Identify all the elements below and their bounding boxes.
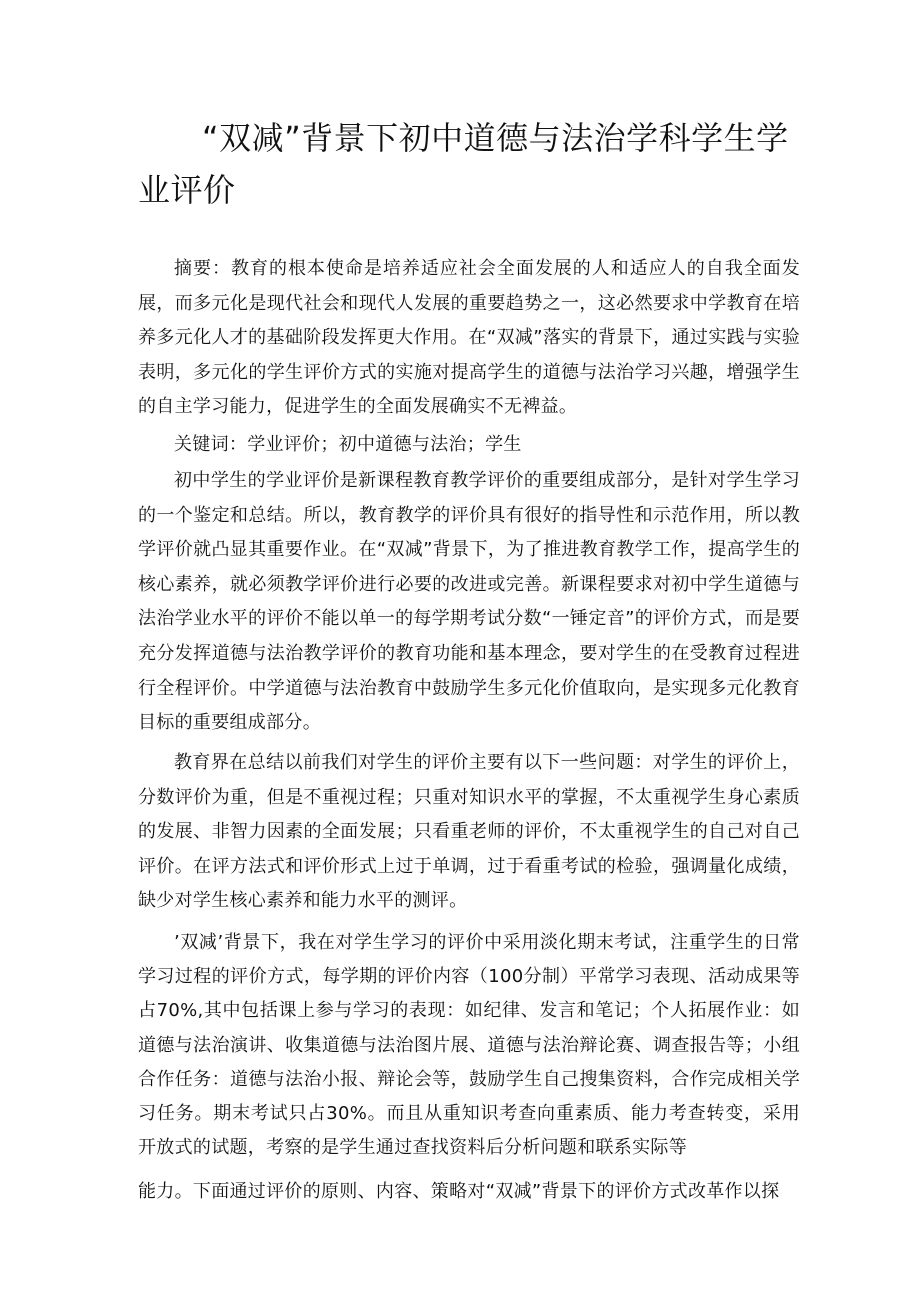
problems-paragraph: 教育界在总结以前我们对学生的评价主要有以下一些问题：对学生的评价上，分数评价为重，但是不重视过程；只重对知识水平的掌握，不太重视学生身心素质的发展、非智力因素的全面发展；只看重老师的评价，不太重视学生的自己对自己评价。在评方法式和评价形式上过于单调，过于看重考试的检验，强调量化成绩，缺少对学生核心素养和能力水平的测评。 — [138, 752, 800, 912]
continuation-line: 能力。下面通过评价的原则、内容、策略对“双减”背景下的评价方式改革作以探 — [138, 1181, 780, 1202]
abstract-paragraph: 摘要：教育的根本使命是培养适应社会全面发展的人和适应人的自我全面发展，而多元化是现代社会和现代人发展的重要趋势之一，这必然要求中学教育在培养多元化人才的基础阶段发挥更大作用。在“双减”落实的背景下，通过实践与实验表明，多元化的学生评价方式的实施对提高学生的道德与法治学习兴趣，增强学生的自主学习能力，促进学生的全面发展确实不无裨益。 — [138, 258, 800, 418]
document-title: “双减”背景下初中道德与法治学科学生学业评价 — [138, 119, 789, 209]
double-reduction-paragraph: ’双减’背景下，我在对学生学习的评价中采用淡化期末考试，注重学生的日常学习过程的评价方式，每学期的评价内容（100分制）平常学习表现、活动成果等占70%,其中包括课上参与学习的表现：如纪律、发言和笔记；个人拓展作业：如道德与法治演讲、收集道德与法治图片展、道德与法治辩论赛、调查报告等；小组合作任务：道德与法治小报、辩论会等，鼓励学生自己搜集资料，合作完成相关学习任务。期末考试只占30%。而且从重知识考查向重素质、能力考查转变，采用开放式的试题，考察的是学生通过查找资料后分析问题和联系实际等 — [138, 932, 800, 1159]
intro-paragraph: 初中学生的学业评价是新课程教育教学评价的重要组成部分，是针对学生学习的一个鉴定和总结。所以，教育教学的评价具有很好的指导性和示范作用，所以教学评价就凸显其重要作业。在“双减”背景下，为了推进教育教学工作，提高学生的核心素养，就必须教学评价进行必要的改进或完善。新课程要求对初中学生道德与法治学业水平的评价不能以单一的每学期考试分数“一锤定音”的评价方式，而是要充分发挥道德与法治教学评价的教育功能和基本理念，要对学生的在受教育过程进行全程评价。中学道德与法治教育中鼓励学生多元化价值取向，是实现多元化教育目标的重要组成部分。 — [138, 470, 800, 734]
keywords-line: 关键词：学业评价；初中道德与法治；学生 — [174, 434, 522, 455]
